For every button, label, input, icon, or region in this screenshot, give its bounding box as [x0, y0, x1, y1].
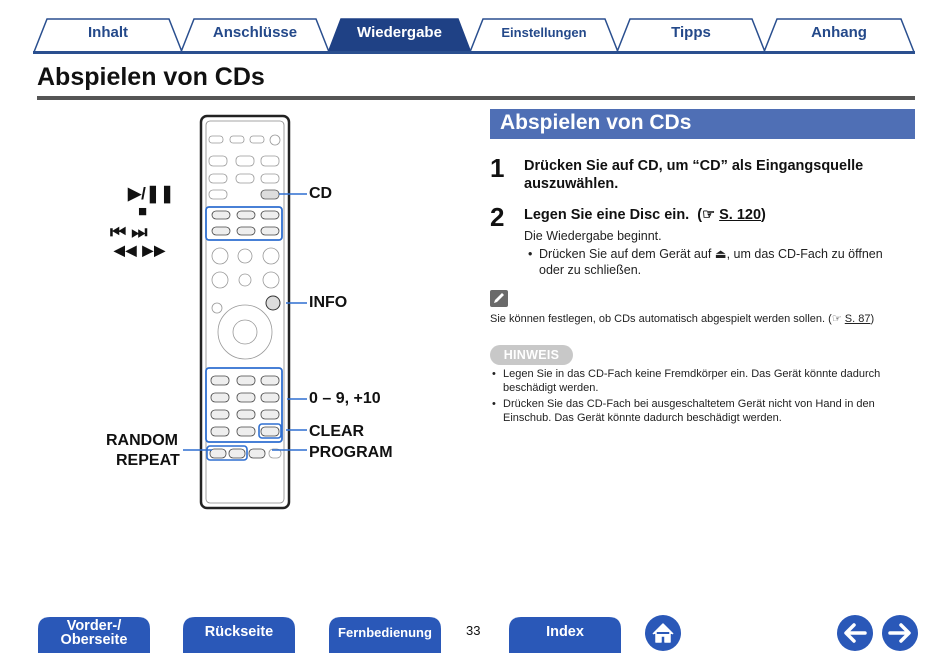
note-1-marker: •	[492, 368, 496, 380]
step-1-line-2: auszuwählen.	[524, 176, 619, 192]
callout-lines	[180, 180, 310, 480]
tab-label: Tipps	[671, 24, 711, 41]
label-info: INFO	[309, 294, 348, 311]
tab-einstellungen[interactable]	[469, 17, 619, 53]
step-2-bullet-line-1: Drücken Sie auf dem Gerät auf ⏏, um das CD-Fach zu öffnen	[539, 247, 883, 261]
rear-view-button[interactable]	[183, 617, 295, 653]
note-2-line-1: Drücken Sie das CD-Fach bei ausgeschaltetem Gerät nicht von Hand in den	[503, 398, 875, 410]
tab-underline	[33, 51, 915, 54]
title-divider	[37, 96, 915, 100]
tab-bar	[33, 17, 915, 53]
front-top-view-button[interactable]	[38, 617, 150, 653]
step-2-text: Legen Sie eine Disc ein.	[524, 207, 690, 223]
search-symbol: ◀◀ ▶▶	[114, 242, 166, 258]
tip-text: Sie können festlegen, ob CDs automatisch abgespielt werden sollen. (☞ S. 87)	[490, 313, 875, 325]
back-button[interactable]	[836, 614, 874, 652]
note-badge: HINWEIS	[490, 345, 573, 365]
tab-label: Anschlüsse	[212, 24, 298, 41]
step-2-bullet-line-2: oder zu schließen.	[539, 263, 642, 277]
tip-body: Sie können festlegen, ob CDs automatisch abgespielt werden sollen.	[490, 313, 826, 325]
ref-hand-icon: ☞	[702, 207, 716, 223]
step-2-body: Die Wiedergabe beginnt.	[524, 229, 662, 243]
remote-control-button[interactable]	[329, 617, 441, 653]
pencil-icon	[490, 290, 508, 307]
ref-hand-icon: ☞	[831, 313, 842, 325]
step-2-title: Legen Sie eine Disc ein. (☞ S. 120)	[524, 207, 766, 223]
step-1-number: 1	[490, 153, 505, 183]
arrow-left-icon	[836, 614, 874, 652]
note-2-line-2: Einschub. Das Gerät könnte dadurch beschädigt werden.	[503, 412, 782, 424]
index-label: Index	[546, 624, 584, 640]
label-clear: CLEAR	[309, 423, 365, 440]
front-top-view-label	[38, 618, 150, 648]
section-header: Abspielen von CDs	[490, 109, 915, 139]
tab-label: Wiedergabe	[357, 24, 442, 41]
label-program: PROGRAM	[309, 444, 393, 461]
index-button[interactable]	[509, 617, 621, 653]
front-top-line-1: Vorder-/	[66, 618, 122, 634]
tab-wiedergabe[interactable]	[327, 17, 472, 53]
label-cd: CD	[309, 185, 333, 202]
tab-inhalt[interactable]	[33, 17, 183, 53]
page-title: Abspielen von CDs	[37, 63, 265, 91]
tab-label: Anhang	[811, 24, 867, 41]
label-random: RANDOM	[106, 432, 178, 449]
play-pause-symbol: ▶/❚❚	[128, 184, 175, 203]
tip-page-link[interactable]: S. 87	[844, 313, 871, 325]
step-1-line-1: Drücken Sie auf CD, um “CD” als Eingangsquelle	[524, 158, 864, 174]
skip-symbol: ⏮ ⏭	[110, 222, 148, 242]
home-icon	[644, 614, 682, 652]
remote-control-label: Fernbedienung	[338, 625, 432, 640]
note-1-line-2: beschädigt werden.	[503, 382, 599, 394]
rear-view-label: Rückseite	[204, 624, 274, 640]
tab-anhang[interactable]	[763, 17, 915, 53]
step-2-page-link[interactable]: S. 120	[719, 207, 762, 223]
label-numbers: 0 – 9, +10	[309, 390, 381, 407]
page-number: 33	[466, 623, 481, 638]
note-1-line-1: Legen Sie in das CD-Fach keine Fremdkörper ein. Das Gerät könnte dadurch	[503, 368, 881, 380]
label-repeat: REPEAT	[116, 452, 180, 469]
forward-button[interactable]	[881, 614, 919, 652]
stop-symbol: ■	[138, 203, 148, 220]
tab-tipps[interactable]	[616, 17, 766, 53]
note-2-marker: •	[492, 398, 496, 410]
step-2-number: 2	[490, 202, 505, 232]
step-2-bullet-marker: •	[528, 247, 533, 261]
front-top-line-2: Oberseite	[60, 632, 128, 648]
home-button[interactable]	[644, 614, 682, 652]
tab-label: Einstellungen	[501, 25, 587, 40]
tab-label: Inhalt	[88, 24, 128, 41]
tab-anschluesse[interactable]	[180, 17, 330, 53]
arrow-right-icon	[881, 614, 919, 652]
